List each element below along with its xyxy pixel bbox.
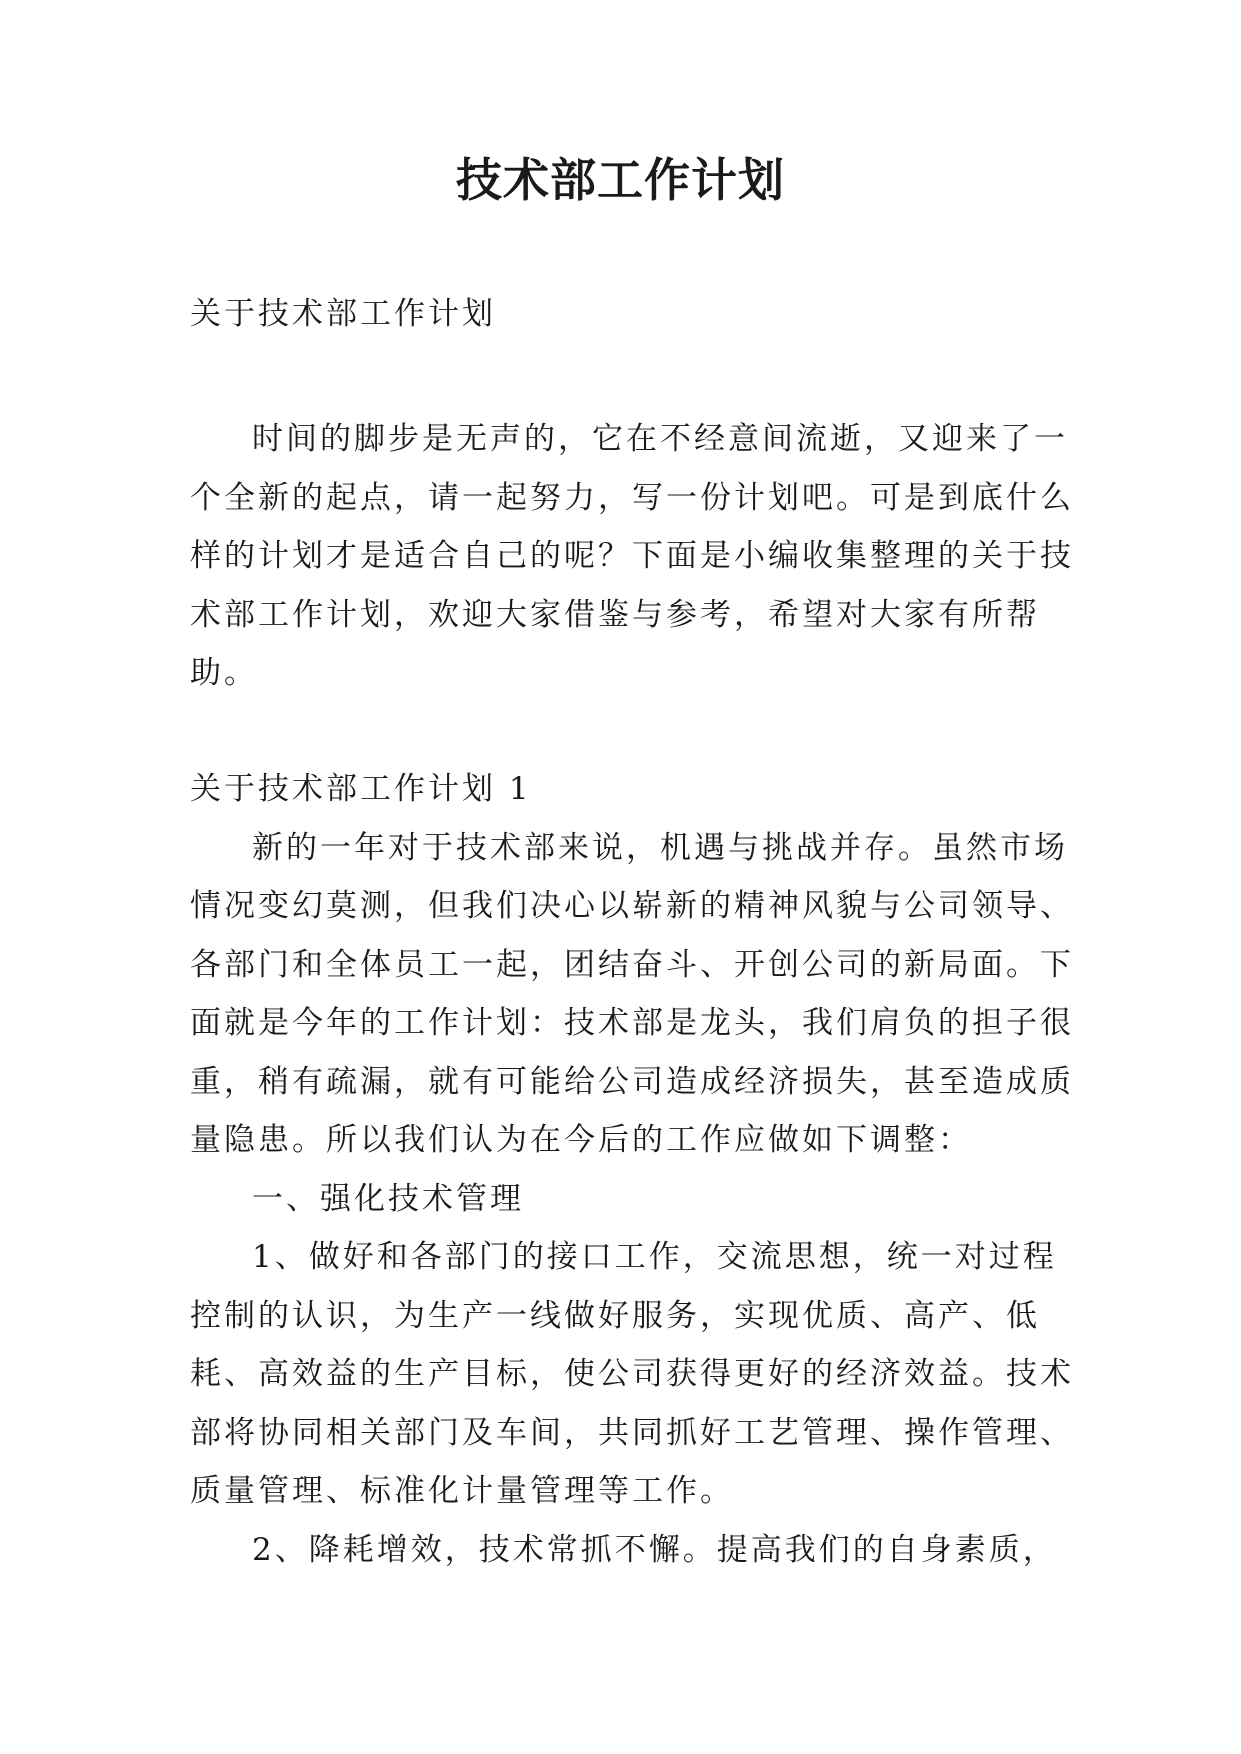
document-title: 技术部工作计划	[456, 153, 785, 207]
section-1-heading: 关于技术部工作计划 1	[190, 771, 532, 807]
section-1-paragraph-2: 1、做好和各部门的接口工作，交流思想，统一对过程控制的认识，为生产一线做好服务，实现优质、高产、低耗、高效益的生产目标，使公司获得更好的经济效益。技术部将协同相关部门及车间，共同抓好工艺管理、操作管理、质量管理、标准化计量管理等工作。	[190, 1239, 1074, 1509]
section-1-paragraph-3: 2、降耗增效，技术常抓不懈。提高我们的自身素质，	[252, 1531, 1057, 1568]
intro-block	[190, 410, 1090, 703]
intro-paragraph: 时间的脚步是无声的，它在不经意间流逝，又迎来了一个全新的起点，请一起努力，写一份计划吧。可是到底什么样的计划才是适合自己的呢？下面是小编收集整理的关于技术部工作计划，欢迎大家借鉴与参考，希望对大家有所帮助。	[190, 421, 1074, 691]
section-1-paragraph-1: 新的一年对于技术部来说，机遇与挑战并存。虽然市场情况变幻莫测，但我们决心以崭新的精神风貌与公司领导、各部门和全体员工一起，团结奋斗、开创公司的新局面。下面就是今年的工作计划：技术部是龙头，我们肩负的担子很重，稍有疏漏，就有可能给公司造成经济损失，甚至造成质量隐患。所以我们认为在今后的工作应做如下调整：	[190, 829, 1074, 1158]
section-1	[190, 760, 1090, 1579]
section-1-subheading: 一、强化技术管理	[252, 1180, 524, 1217]
document-subtitle: 关于技术部工作计划	[190, 296, 496, 332]
